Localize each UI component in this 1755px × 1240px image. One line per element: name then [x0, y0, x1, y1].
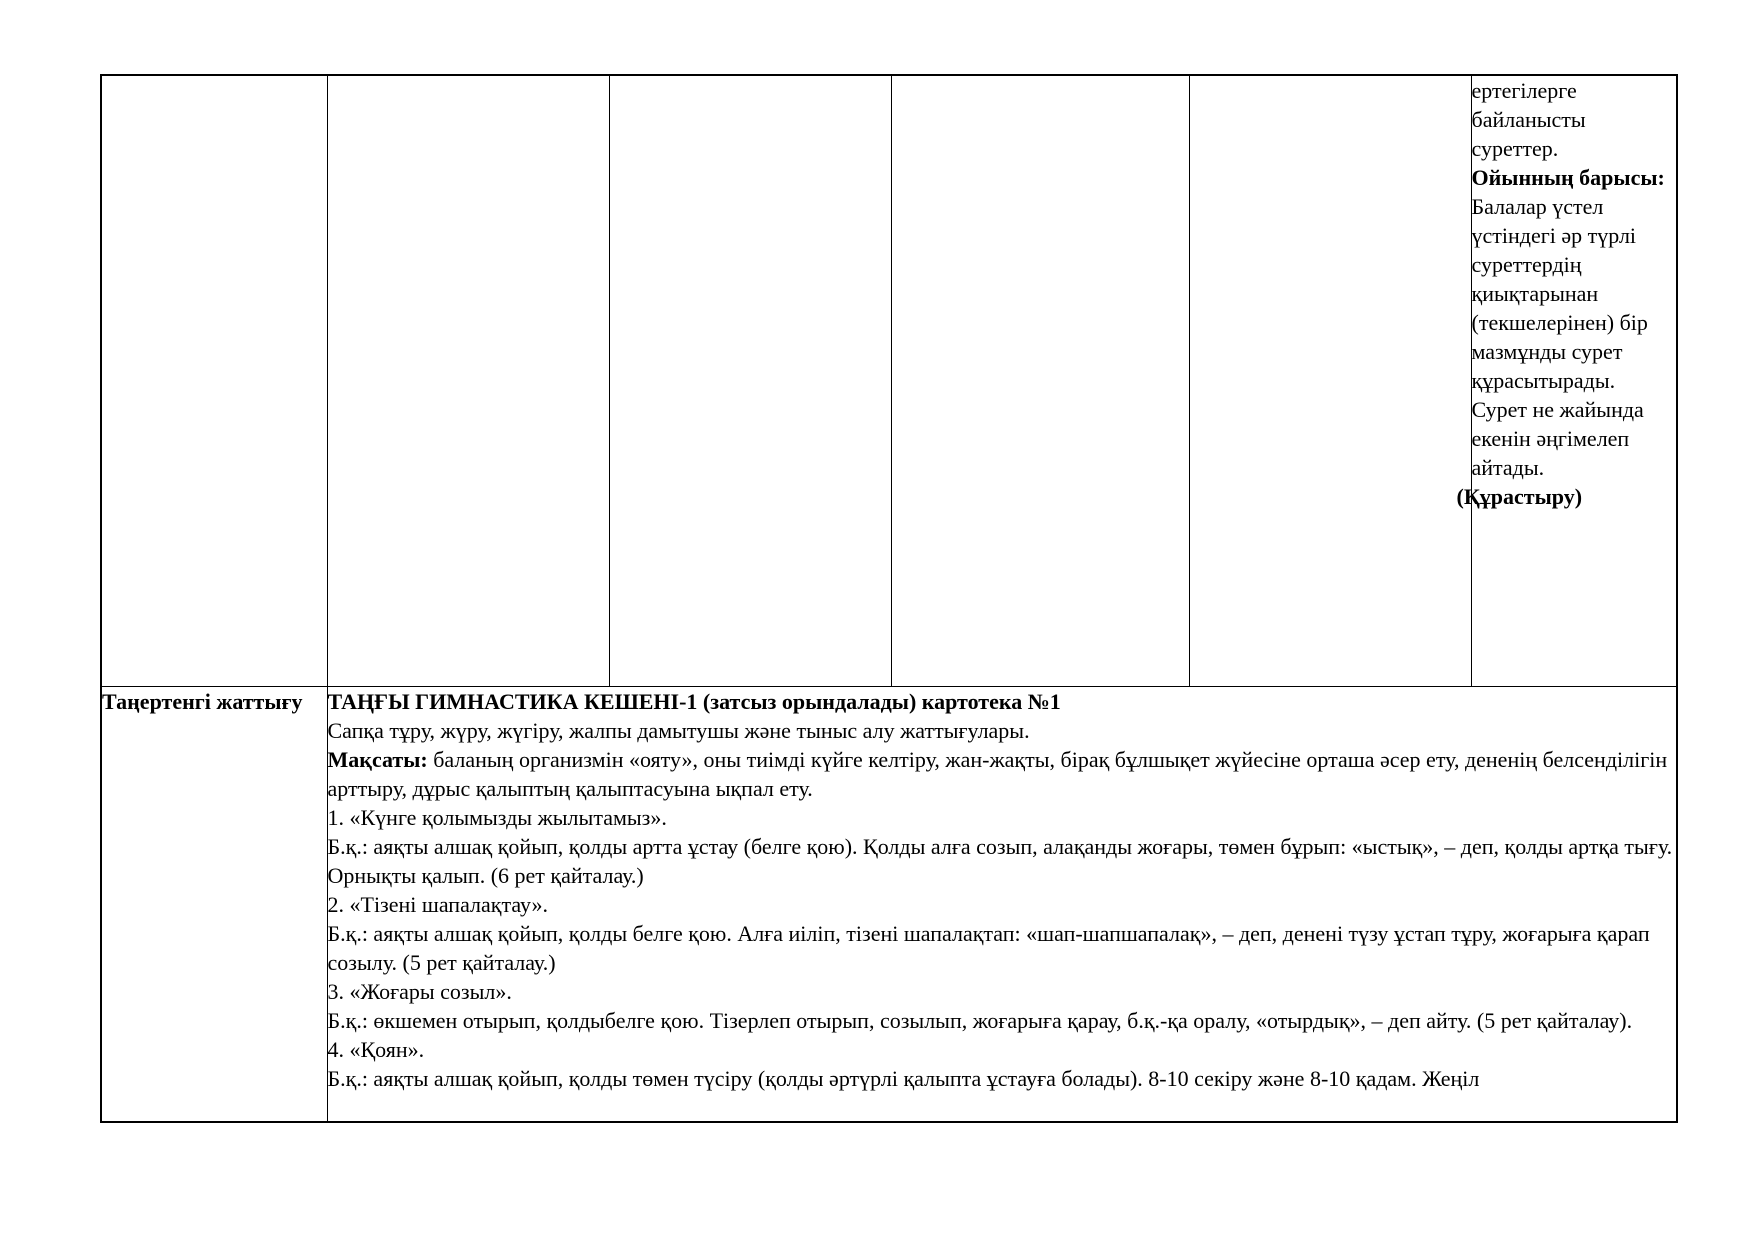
table-row — [101, 75, 1677, 687]
table-cell-empty — [609, 75, 891, 687]
game-type-label: (Құрастыру) — [1456, 484, 1583, 509]
table-row — [101, 687, 1677, 1123]
exercise-name: 3. «Жоғары созыл». — [327, 979, 512, 1004]
table-cell-empty — [1189, 75, 1471, 687]
game-description-cell — [1456, 75, 1677, 687]
goal-label: Мақсаты: — [327, 747, 428, 772]
exercise-description: Б.қ.: аяқты алшақ қойып, қолды артта ұстау (белге қою). Қолды алға созып, алақанды жоғары, төмен бұрып: «ыстық», – деп, қолды артқа тығу. Орнықты қалып. (6 рет қайталау.) — [327, 834, 1673, 888]
game-progress-text: Балалар үстел үстіндегі әр түрлі суреттердің қиықтарынан (текшелерінен) бір мазмұнды сурет құрасытырады. Сурет не жайында екенін әңгімелеп айтады. — [1471, 194, 1648, 480]
table-cell-empty — [891, 75, 1189, 687]
exercise-name: 4. «Қоян». — [327, 1037, 425, 1062]
exercise-description: Б.қ.: өкшемен отырып, қолдыбелге қою. Тізерлеп отырып, созылып, жоғарыға қарау, б.қ.-қа оралу, «отырдық», – деп айту. (5 рет қайталау). — [327, 1008, 1633, 1033]
text-line: суреттер. — [1471, 136, 1559, 161]
gymnastics-content-cell — [327, 687, 1677, 1123]
row-label-morning-exercise: Таңертенгі жаттығу — [101, 687, 327, 1123]
text-line: ертегілерге — [1471, 78, 1577, 103]
gymnastics-intro: Сапқа тұру, жүру, жүгіру, жалпы дамытушы және тыныс алу жаттығулары. — [327, 718, 1030, 743]
table-cell-empty — [327, 75, 609, 687]
game-progress-heading: Ойынның барысы: — [1471, 165, 1665, 190]
exercise-description: Б.қ.: аяқты алшақ қойып, қолды төмен түсіру (қолды әртүрлі қалыпта ұстауға болады). 8-10 секіру және 8-10 қадам. Жеңіл — [327, 1066, 1480, 1091]
exercise-name: 2. «Тізені шапалақтау». — [327, 892, 549, 917]
goal-text: баланың организмін «ояту», оны тиімді күйге келтіру, жан-жақты, бірақ бұлшықет жүйесіне орташа әсер ету, дененің белсенділігін арттыру, дұрыс қалыптың қалыптасуына ықпал ету. — [327, 747, 1668, 801]
exercise-name: 1. «Күнге қолымызды жылытамыз». — [327, 805, 667, 830]
lesson-plan-table — [100, 74, 1678, 1123]
goal-paragraph — [328, 745, 1677, 803]
gymnastics-title: ТАҢҒЫ ГИМНАСТИКА КЕШЕНІ-1 (затсыз орындалады) картотека №1 — [327, 689, 1061, 714]
table-cell-empty — [101, 75, 327, 687]
exercise-description: Б.қ.: аяқты алшақ қойып, қолды белге қою. Алға иіліп, тізені шапалақтап: «шап-шапшапалақ», – деп, денені түзу ұстап тұру, жоғарыға қарап созылу. (5 рет қайталау.) — [327, 921, 1650, 975]
text-line: байланысты — [1471, 107, 1586, 132]
